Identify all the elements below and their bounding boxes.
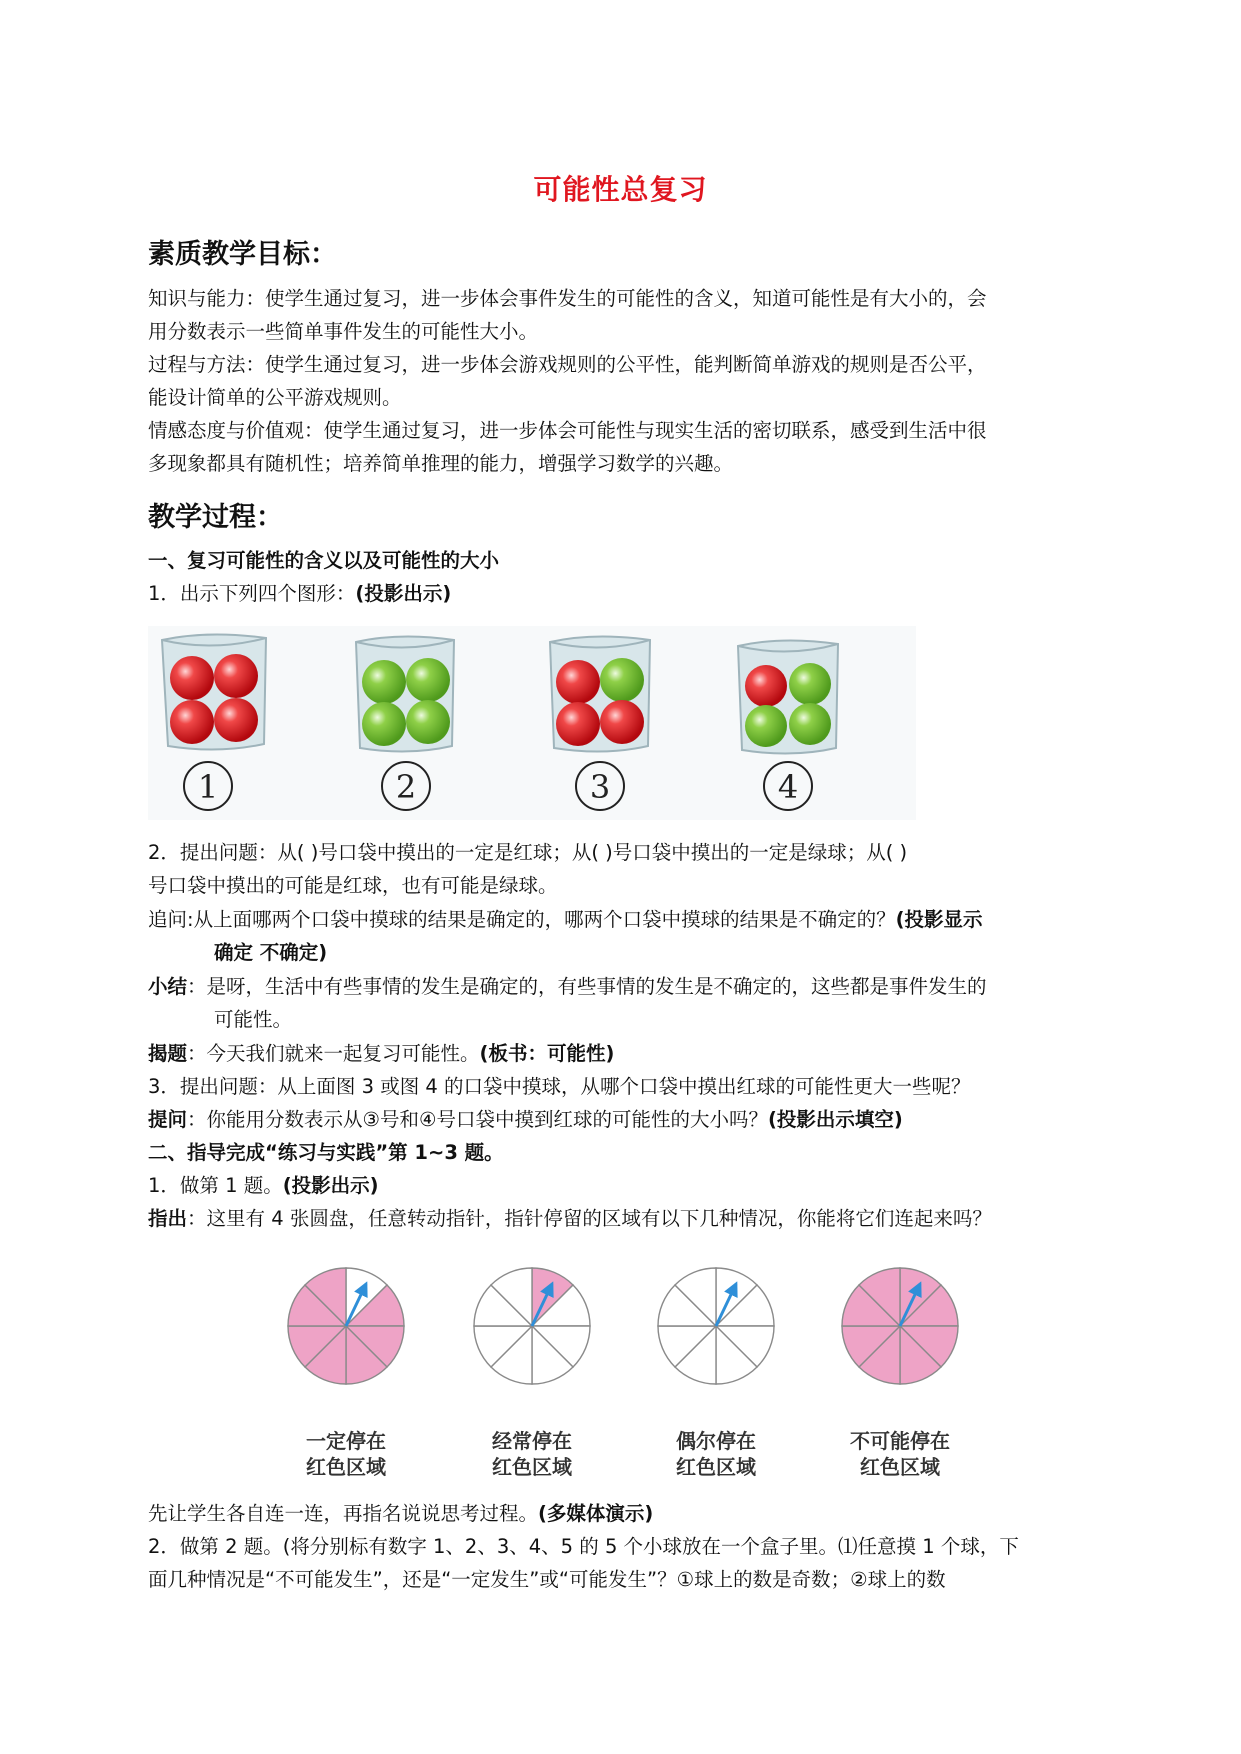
- exercise-2-line1: 2．做第 2 题。(将分别标有数字 1、2、3、4、5 的 5 个小球放在一个盒子里。⑴任意摸 1 个球，下: [148, 1535, 1019, 1558]
- point-out-line: [148, 1202, 1096, 1235]
- after-spinner-note: (多媒体演示): [538, 1502, 654, 1525]
- goal-knowledge-line1: 知识与能力：使学生通过复习，进一步体会事件发生的可能性的含义，知道可能性是有大小的，会: [148, 287, 987, 310]
- spinner-3-caption-line2: 红色区域: [676, 1455, 756, 1479]
- after-spinner-line: [148, 1497, 1096, 1530]
- ball-green: [406, 700, 450, 744]
- ball-green: [406, 658, 450, 702]
- ask-text: ：你能用分数表示从③号和④号口袋中摸到红球的可能性的大小吗？: [187, 1108, 768, 1131]
- ball-red: [745, 665, 787, 707]
- subsection-2-title: 二、指导完成“练习与实践”第 1~3 题。: [148, 1141, 504, 1164]
- spinners-figure: [282, 1238, 970, 1482]
- goal-method-line1: 过程与方法：使学生通过复习，进一步体会游戏规则的公平性，能判断简单游戏的规则是否公平，: [148, 353, 987, 376]
- exercise-1-line: [148, 1169, 1096, 1202]
- goal-attitude-line1: 情感态度与价值观：使学生通过复习，进一步体会可能性与现实生活的密切联系，感受到生活中很: [148, 419, 987, 442]
- page-title: 可能性总复习: [533, 173, 708, 206]
- summary-line2: 可能性。: [214, 1008, 293, 1031]
- ball-red: [556, 702, 600, 746]
- spinner-4-caption-line1: 不可能停在: [850, 1429, 950, 1453]
- spinner-2-caption-line1: 经常停在: [492, 1429, 572, 1453]
- bag-3-label: 3: [589, 768, 611, 806]
- exercise-2-line2: 面几种情况是“不可能发生”，还是“一定发生”或“可能发生”？①球上的数是奇数；②球上的数: [148, 1568, 946, 1591]
- followup-continuation: 确定 不确定): [214, 941, 328, 964]
- ball-red: [214, 698, 258, 742]
- followup-note: (投影显示: [895, 908, 983, 931]
- subsection-1-title: 一、复习可能性的含义以及可能性的大小: [148, 549, 500, 572]
- goal-method-line2: 能设计简单的公平游戏规则。: [148, 386, 402, 409]
- ask-note: (投影出示填空): [767, 1108, 903, 1131]
- item-1-line: [148, 577, 1096, 610]
- summary-line1: [148, 970, 1096, 1003]
- goals-heading: 素质教学目标：: [148, 239, 337, 270]
- spinner-1-caption-line2: 红色区域: [306, 1455, 386, 1479]
- ball-green: [745, 705, 787, 747]
- item-1-note: (投影出示): [355, 582, 452, 605]
- topic-reveal: [148, 1037, 1096, 1070]
- ball-red: [214, 654, 258, 698]
- bag-1-label: 1: [197, 768, 219, 806]
- exercise-1-text: 1．做第 1 题。: [148, 1174, 283, 1197]
- topic-note: (板书：可能性): [479, 1042, 615, 1065]
- summary-label: 小结: [148, 975, 188, 998]
- ball-green: [789, 703, 831, 745]
- ball-green: [789, 663, 831, 705]
- ball-green: [600, 658, 644, 702]
- ball-red: [170, 700, 214, 744]
- ball-red: [170, 656, 214, 700]
- bag-2-label: 2: [395, 768, 417, 806]
- goal-attitude-line2: 多现象都具有随机性；培养简单推理的能力，增强学习数学的兴趣。: [148, 452, 734, 475]
- bags-figure: [148, 626, 916, 820]
- spinner-1-caption-line1: 一定停在: [306, 1429, 386, 1453]
- bag-4-label: 4: [777, 768, 799, 806]
- topic-label: 揭题: [148, 1042, 188, 1065]
- item-3-line: 3．提出问题：从上面图 3 或图 4 的口袋中摸球，从哪个口袋中摸出红球的可能性更大一些呢？: [148, 1075, 971, 1098]
- ask-line: [148, 1103, 1096, 1136]
- point-out-text: ：这里有 4 张圆盘，任意转动指针，指针停留的区域有以下几种情况，你能将它们连起来吗？: [187, 1207, 992, 1230]
- spinner-3-caption-line1: 偶尔停在: [676, 1429, 756, 1453]
- item-2-line1: 2．提出问题：从( )号口袋中摸出的一定是红球；从( )号口袋中摸出的一定是绿球；从( ): [148, 841, 908, 864]
- after-spinner-text: 先让学生各自连一连，再指名说说思考过程。: [148, 1502, 539, 1525]
- process-heading: 教学过程：: [148, 502, 283, 533]
- ball-green: [362, 702, 406, 746]
- followup-question: [148, 903, 1096, 936]
- item-1-text: 1．出示下列四个图形：: [148, 582, 356, 605]
- ball-green: [362, 660, 406, 704]
- spinner-2-caption-line2: 红色区域: [492, 1455, 572, 1479]
- exercise-1-note: (投影出示): [282, 1174, 379, 1197]
- topic-text: ：今天我们就来一起复习可能性。: [187, 1042, 480, 1065]
- spinner-4-caption-line2: 红色区域: [860, 1455, 940, 1479]
- followup-text: :从上面哪两个口袋中摸球的结果是确定的，哪两个口袋中摸球的结果是不确定的？: [187, 908, 896, 931]
- point-out-label: 指出: [148, 1207, 188, 1230]
- goal-knowledge-line2: 用分数表示一些简单事件发生的可能性大小。: [148, 320, 539, 343]
- summary-text: ：是呀，生活中有些事情的发生是确定的，有些事情的发生是不确定的，这些都是事件发生的: [187, 975, 987, 998]
- ball-red: [556, 660, 600, 704]
- ask-label: 提问: [148, 1108, 188, 1131]
- ball-red: [600, 700, 644, 744]
- item-2-line2: 号口袋中摸出的可能是红球，也有可能是绿球。: [148, 874, 558, 897]
- followup-label: 追问: [148, 908, 188, 931]
